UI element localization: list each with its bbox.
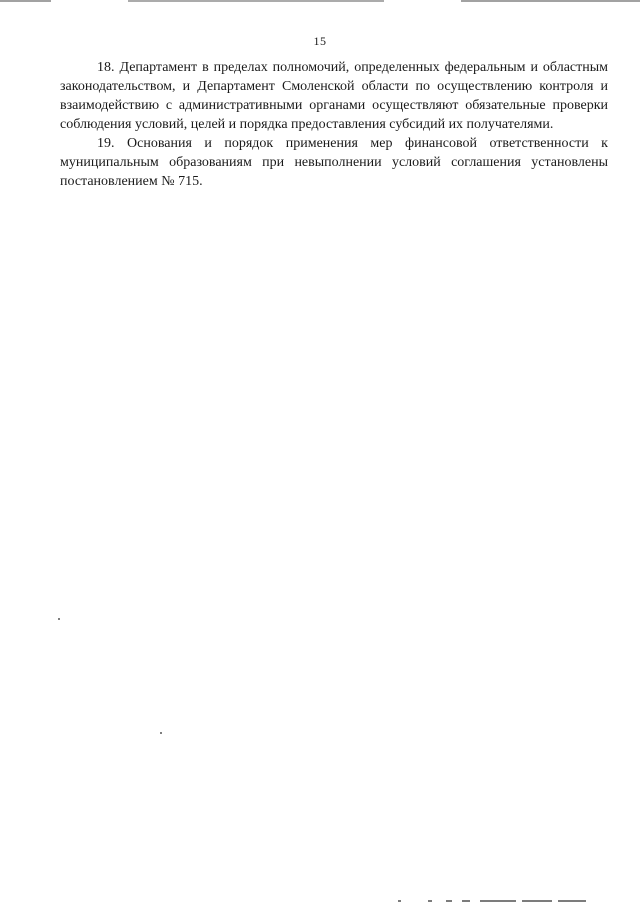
scan-speck	[58, 618, 60, 620]
document-body	[60, 58, 608, 191]
scan-top-edge	[0, 0, 640, 2]
page-number: 15	[313, 34, 327, 48]
paragraph-18: 18. Департамент в пределах полномочий, определенных федеральным и областным законодательством, и Департамент Смоленской области по осуществлению контроля и взаимодействию с административными органами осуществляют обязательные проверки соблюдения условий, целей и порядка предоставления субсидий их получателями.	[60, 60, 608, 132]
paragraph-19: 19. Основания и порядок применения мер финансовой ответственности к муниципальным образованиям при невыполнении условий соглашения установлены постановлением № 715.	[60, 136, 608, 189]
scan-bottom-artifact	[398, 897, 588, 903]
scan-speck	[160, 732, 162, 734]
